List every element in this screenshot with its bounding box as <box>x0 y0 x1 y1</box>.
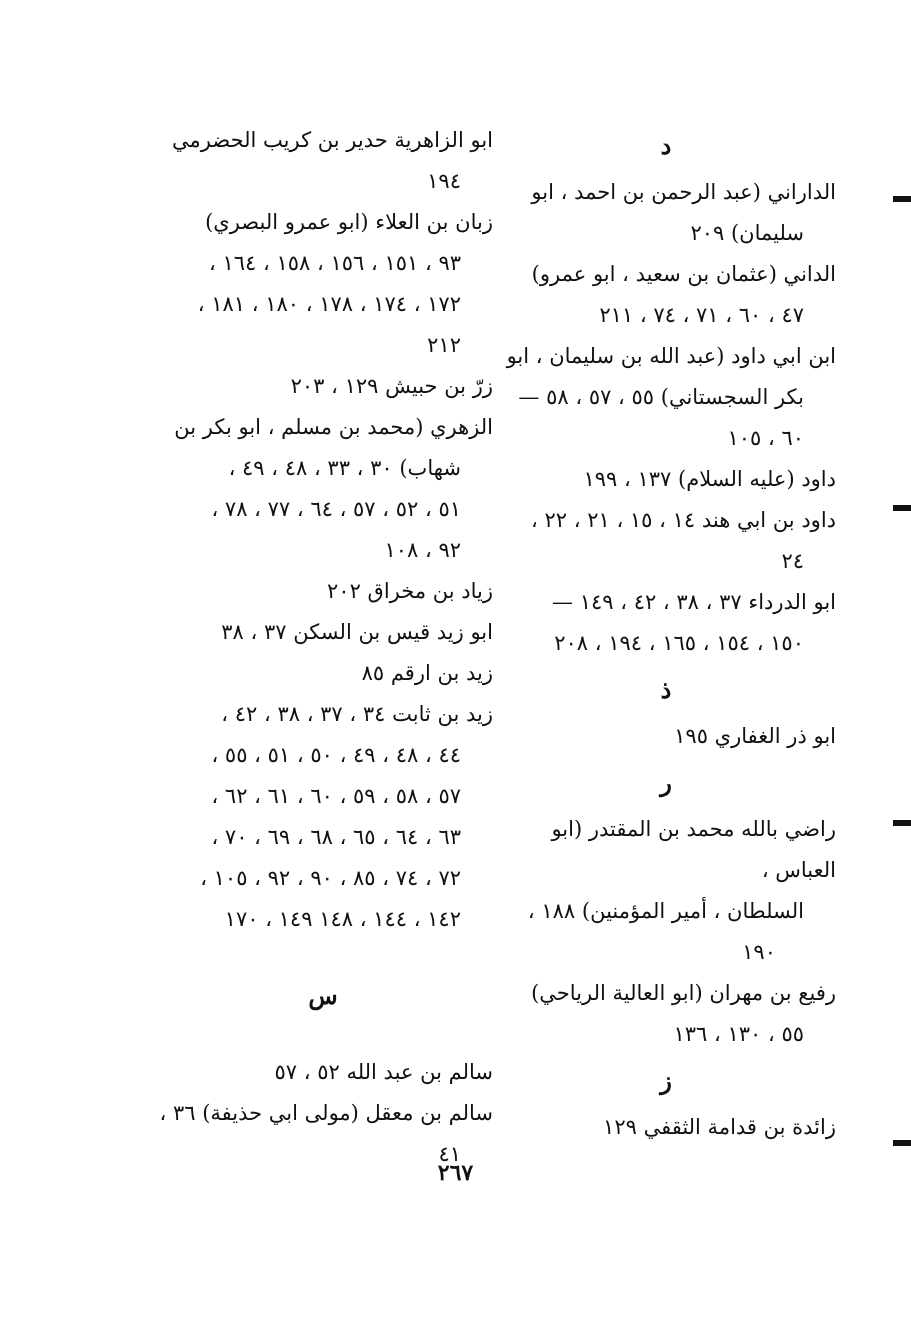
index-entry-radi: راضي بالله محمد بن المقتدر (ابو العباس ، <box>551 817 836 882</box>
index-entry-ziyad: زياد بن مخراق ٢٠٢ <box>327 579 493 603</box>
index-entry-ibn-abi-dawud: ابن ابي داود (عبد الله بن سليمان ، ابو <box>506 344 836 368</box>
left-column <box>153 120 493 1175</box>
index-entry-abu-dharr: ابو ذر الغفاري ١٩٥ <box>674 724 836 748</box>
section-heading-dhal: ذ <box>660 675 672 704</box>
index-entry-zuhri-cont3: ٩٢ ، ١٠٨ <box>384 538 461 562</box>
index-entry-abu-darda: ابو الدرداء ٣٧ ، ٣٨ ، ٤٢ ، ١٤٩ — <box>552 590 836 614</box>
scan-margin-mark <box>893 820 911 826</box>
index-entry-abu-zahiriyya-cont: ١٩٤ <box>427 169 461 193</box>
index-entry-zirr: زرّ بن حبيش ١٢٩ ، ٢٠٣ <box>290 374 493 398</box>
index-entry-radi-cont2: ١٩٠ <box>742 940 776 964</box>
scan-margin-mark <box>893 196 911 202</box>
index-entry-zabban: زبان بن العلاء (ابو عمرو البصري) <box>205 210 493 234</box>
index-entry-darani-cont: سليمان) ٢٠٩ <box>690 221 804 245</box>
index-entry-zayd-arqam: زيد بن ارقم ٨٥ <box>361 661 493 685</box>
column-spacer <box>153 1022 493 1052</box>
scan-margin-mark <box>893 1140 911 1146</box>
index-entry-dawud-ibn-abi-hind: داود بن ابي هند ١٤ ، ١٥ ، ٢١ ، ٢٢ ، <box>531 508 836 532</box>
index-entry-zayd-thabit-cont: ٤٤ ، ٤٨ ، ٤٩ ، ٥٠ ، ٥١ ، ٥٥ ، <box>211 743 461 767</box>
index-entry-dani: الداني (عثمان بن سعيد ، ابو عمرو) <box>531 262 836 286</box>
index-entry-darani: الداراني (عبد الرحمن بن احمد ، ابو <box>531 180 836 204</box>
index-entry-zayd-thabit: زيد بن ثابت ٣٤ ، ٣٧ ، ٣٨ ، ٤٢ ، <box>221 702 493 726</box>
index-entry-dawud-ibn-abi-hind-cont: ٢٤ <box>781 549 804 573</box>
index-entry-dawud: داود (عليه السلام) ١٣٧ ، ١٩٩ <box>583 467 836 491</box>
index-entry-rafi: رفيع بن مهران (ابو العالية الرياحي) <box>531 981 836 1005</box>
index-entry-zayd-thabit-cont3: ٦٣ ، ٦٤ ، ٦٥ ، ٦٨ ، ٦٩ ، ٧٠ ، <box>211 825 461 849</box>
index-entry-abu-darda-cont: ١٥٠ ، ١٥٤ ، ١٦٥ ، ١٩٤ ، ٢٠٨ <box>554 631 804 655</box>
right-column <box>496 120 836 1148</box>
index-entry-ibn-abi-dawud-cont: بكر السجستاني) ٥٥ ، ٥٧ ، ٥٨ — <box>518 385 804 409</box>
index-entry-zayd-thabit-cont4: ٧٢ ، ٧٤ ، ٨٥ ، ٩٠ ، ٩٢ ، ١٠٥ ، <box>200 866 461 890</box>
index-entry-abu-zayd: ابو زيد قيس بن السكن ٣٧ ، ٣٨ <box>221 620 493 644</box>
index-entry-zuhri: الزهري (محمد بن مسلم ، ابو بكر بن <box>174 415 493 439</box>
index-entry-zabban-cont2: ١٧٢ ، ١٧٤ ، ١٧٨ ، ١٨٠ ، ١٨١ ، <box>197 292 461 316</box>
index-entry-zayd-thabit-cont5: ١٤٢ ، ١٤٤ ، ١٤٨ ١٤٩ ، ١٧٠ <box>224 907 461 931</box>
index-entry-rafi-cont: ٥٥ ، ١٣٠ ، ١٣٦ <box>673 1022 804 1046</box>
index-entry-zuhri-cont2: ٥١ ، ٥٢ ، ٥٧ ، ٦٤ ، ٧٧ ، ٧٨ ، <box>211 497 461 521</box>
page-number: ٢٦٧ <box>437 1160 474 1186</box>
index-entry-zayd-thabit-cont2: ٥٧ ، ٥٨ ، ٥٩ ، ٦٠ ، ٦١ ، ٦٢ ، <box>211 784 461 808</box>
section-heading-zay: ز <box>660 1066 672 1095</box>
column-spacer <box>153 940 493 970</box>
index-entry-zabban-cont: ٩٣ ، ١٥١ ، ١٥٦ ، ١٥٨ ، ١٦٤ ، <box>209 251 461 275</box>
index-entry-zabban-cont3: ٢١٢ <box>427 333 461 357</box>
section-heading-sin: س <box>308 981 338 1010</box>
index-entry-salim-abdallah: سالم بن عبد الله ٥٢ ، ٥٧ <box>274 1060 493 1084</box>
section-heading-dal: د <box>660 131 672 160</box>
index-entry-dani-cont: ٤٧ ، ٦٠ ، ٧١ ، ٧٤ ، ٢١١ <box>599 303 804 327</box>
index-entry-zaida: زائدة بن قدامة الثقفي ١٢٩ <box>603 1115 836 1139</box>
index-entry-salim-maqil: سالم بن معقل (مولى ابي حذيفة) ٣٦ ، <box>159 1101 493 1125</box>
section-heading-ra: ر <box>660 768 672 797</box>
index-entry-salim-maqil-cont: ٤١ <box>438 1142 461 1166</box>
index-entry-radi-cont: السلطان ، أمير المؤمنين) ١٨٨ ، <box>527 899 804 923</box>
scan-margin-mark <box>893 505 911 511</box>
index-entry-abu-zahiriyya: ابو الزاهرية حدير بن كريب الحضرمي <box>172 128 493 152</box>
index-entry-zuhri-cont: شهاب) ٣٠ ، ٣٣ ، ٤٨ ، ٤٩ ، <box>228 456 461 480</box>
index-entry-ibn-abi-dawud-cont2: ٦٠ ، ١٠٥ <box>727 426 804 450</box>
